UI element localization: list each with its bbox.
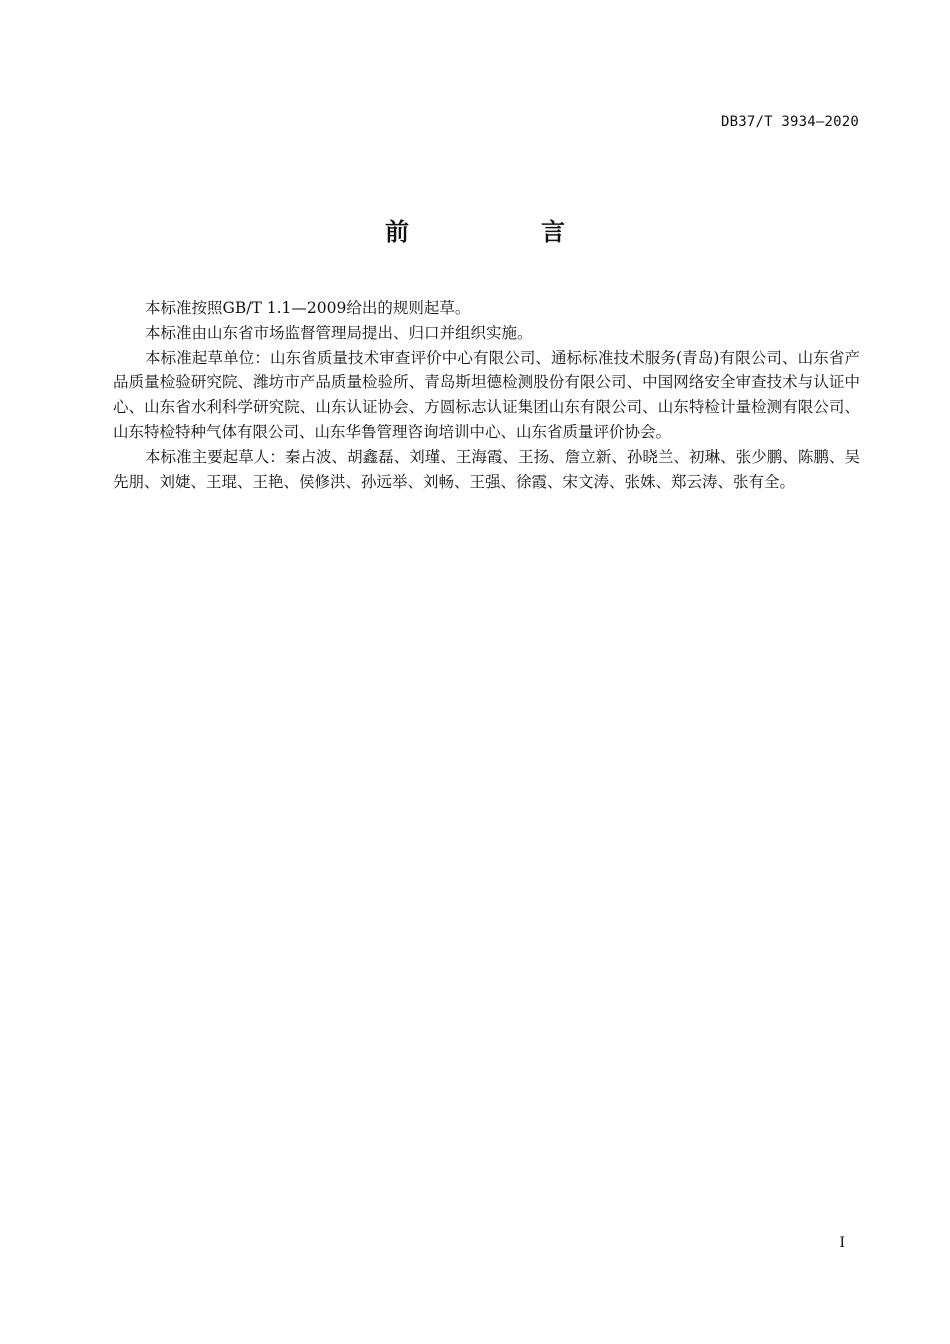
page-title: 前 言 [385, 218, 619, 246]
page-number: I [839, 1235, 845, 1251]
drafting-rules-paragraph: 本标准按照GB/T 1.1—2009给出的规则起草。 [145, 299, 471, 317]
proposer-paragraph: 本标准由山东省市场监督管理局提出、归口并组织实施。 [145, 323, 533, 342]
preface-content [113, 296, 860, 494]
drafters-paragraph: 本标准主要起草人：秦占波、胡鑫磊、刘瑾、王海霞、王扬、詹立新、孙晓兰、初琳、张少鹏、陈鹏、吴先朋、刘婕、王琨、王艳、侯修洪、孙远举、刘畅、王强、徐霞、宋文涛、张姝、郑云涛、张有全。 [113, 447, 860, 491]
standard-code: DB37/T 3934—2020 [720, 114, 859, 130]
drafting-units-paragraph: 本标准起草单位：山东省质量技术审查评价中心有限公司、通标标准技术服务(青岛)有限公司、山东省产品质量检验研究院、潍坊市产品质量检验所、青岛斯坦德检测股份有限公司、中国网络安全审查技术与认证中心、山东省水利科学研究院、山东认证协会、方圆标志认证集团山东有限公司、山东特检计量检测有限公司、山东特检特种气体有限公司、山东华鲁管理咨询培训中心、山东省质量评价协会。 [113, 348, 860, 441]
